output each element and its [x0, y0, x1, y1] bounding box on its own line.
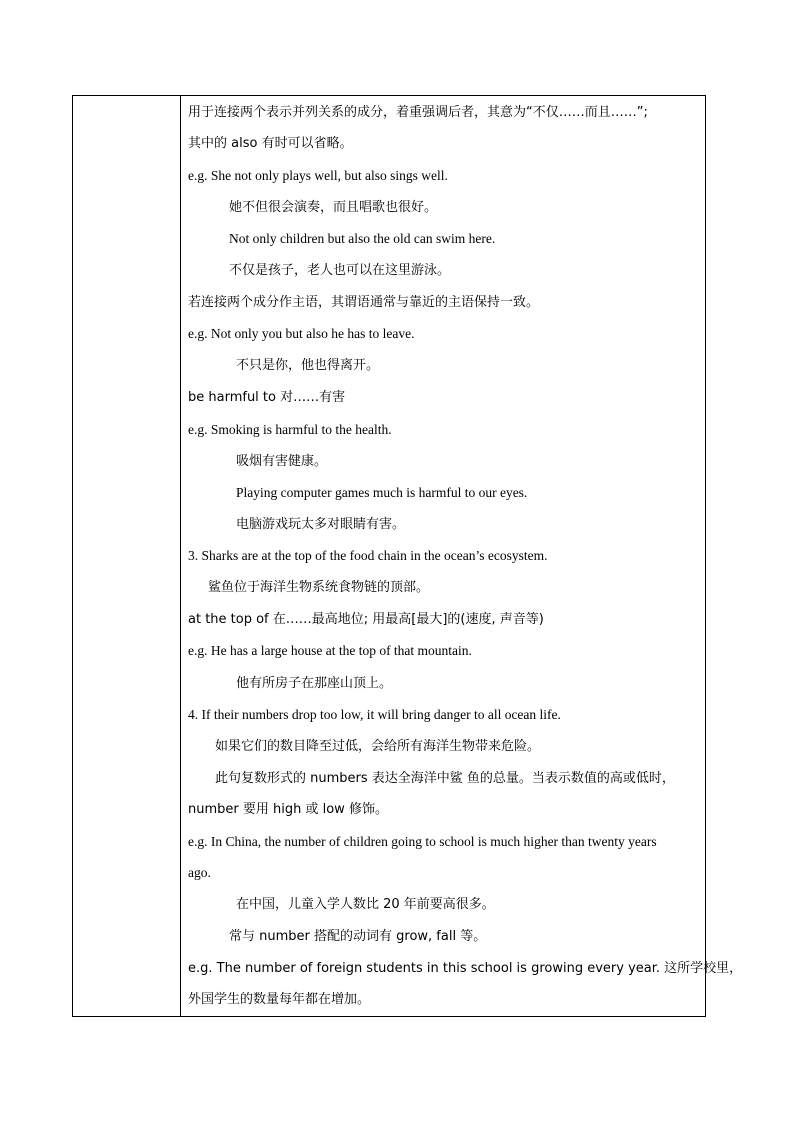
text-line: 不仅是孩子，老人也可以在这里游泳。 [229, 263, 451, 278]
text-line: 若连接两个成分作主语，其谓语通常与靠近的主语保持一致。 [188, 295, 540, 310]
text-line: 鲨鱼位于海洋生物系统食物链的顶部。 [208, 580, 430, 595]
text-line: e.g. Not only you but also he has to leave. [188, 326, 415, 341]
text-line: 用于连接两个表示并列关系的成分，着重强调后者，其意为“不仅……而且……”; [188, 105, 648, 120]
text-line: 不只是你，他也得离开。 [236, 358, 380, 373]
text-line: ago. [188, 865, 211, 880]
text-line: 她不但很会演奏，而且唱歌也很好。 [229, 200, 438, 215]
text-line: 此句复数形式的 numbers 表达全海洋中鲨 鱼的总量。当表示数值的高或低时， [215, 771, 675, 786]
text-line: e.g. Smoking is harmful to the health. [188, 422, 392, 437]
text-line: 常与 number 搭配的动词有 grow, fall 等。 [229, 929, 487, 944]
text-line: e.g. The number of foreign students in this school is growing every year. 这所学校里， [188, 961, 743, 976]
text-line: 外国学生的数量每年都在增加。 [188, 992, 371, 1007]
text-line: 3. Sharks are at the top of the food chain in the ocean’s ecosystem. [188, 548, 548, 563]
table-column-divider [180, 95, 181, 1017]
text-line: e.g. He has a large house at the top of that mountain. [188, 643, 472, 658]
text-line: 他有所房子在那座山顶上。 [236, 676, 393, 691]
text-line: 如果它们的数目降至过低，会给所有海洋生物带来危险。 [215, 739, 541, 754]
text-line: Not only children but also the old can swim here. [229, 231, 496, 246]
text-line: 其中的 also 有时可以省略。 [188, 136, 353, 151]
text-line: 电脑游戏玩太多对眼睛有害。 [236, 517, 406, 532]
text-line: Playing computer games much is harmful to our eyes. [236, 485, 528, 500]
text-line: 4. If their numbers drop too low, it will bring danger to all ocean life. [188, 707, 561, 722]
text-line: be harmful to 对……有害 [188, 390, 346, 405]
text-line: 吸烟有害健康。 [236, 454, 328, 469]
text-line: 在中国，儿童入学人数比 20 年前要高很多。 [236, 897, 495, 912]
text-line: e.g. In China, the number of children going to school is much higher than twenty years [188, 834, 657, 849]
text-line: e.g. She not only plays well, but also sings well. [188, 168, 448, 183]
text-line: number 要用 high 或 low 修饰。 [188, 802, 388, 817]
text-line: at the top of 在……最高地位; 用最高[最大]的(速度, 声音等) [188, 612, 544, 627]
